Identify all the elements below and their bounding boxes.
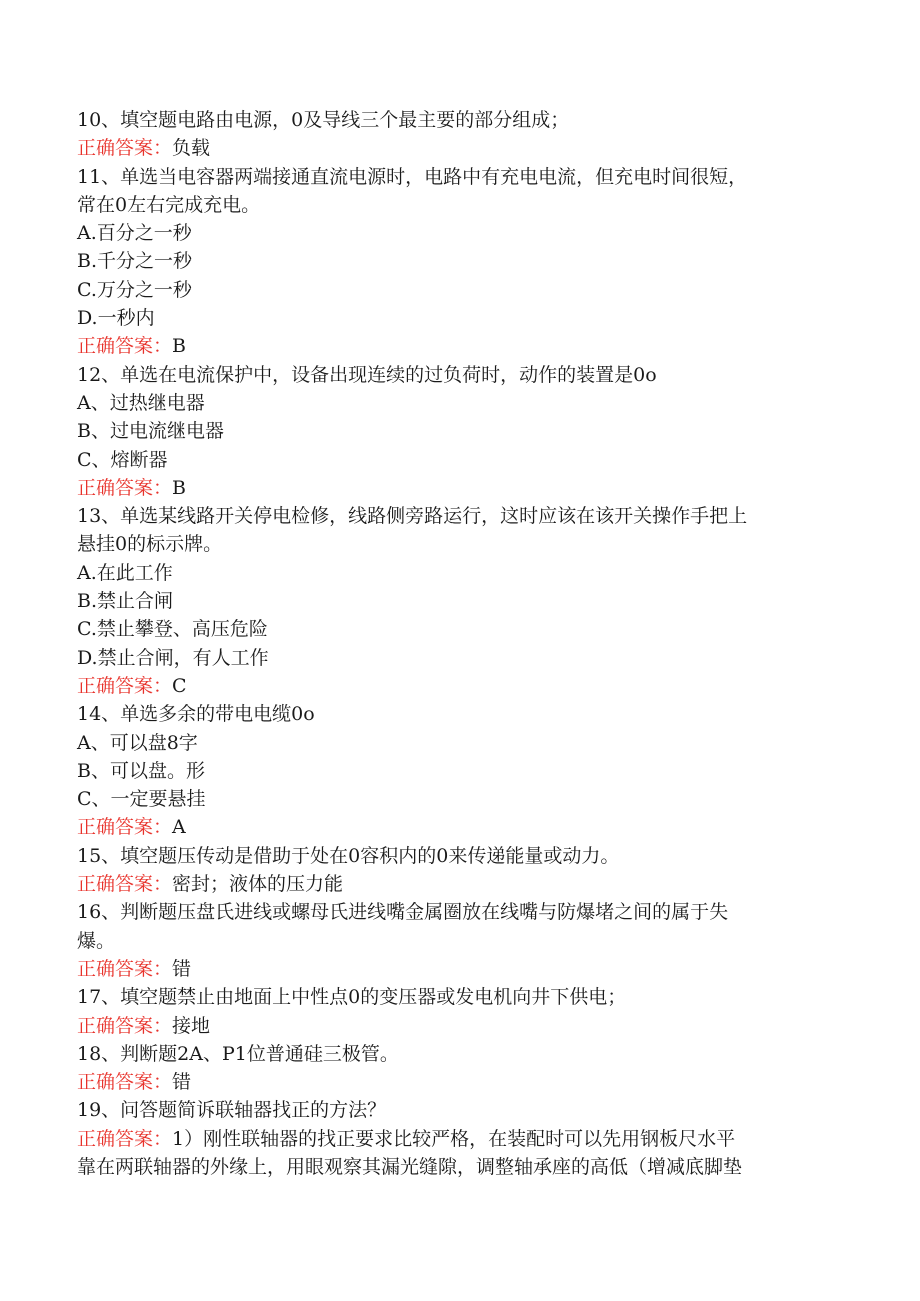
answer-option: A、可以盘8字 <box>77 731 198 754</box>
answer-option: C、一定要悬挂 <box>77 788 206 811</box>
question-stem: 18、判断题2A、P1位普通硅三极管。 <box>77 1042 399 1065</box>
answer-value: 1）刚性联轴器的找正要求比较严格，在装配时可以先用钢板尺水平 <box>172 1127 736 1150</box>
question-stem: 10、填空题电路由电源，0及导线三个最主要的部分组成； <box>77 109 570 131</box>
answer-value: 错 <box>172 957 192 980</box>
answer-value: 负载 <box>172 137 211 160</box>
question-stem: 常在0左右完成充电。 <box>77 193 261 216</box>
correct-answer <box>77 474 847 502</box>
correct-answer <box>77 1153 847 1181</box>
correct-answer <box>77 134 847 162</box>
answer-label: 正确答案： <box>77 873 173 896</box>
question-stem: 19、问答题简诉联轴器找正的方法？ <box>77 1099 387 1122</box>
answer-label: 正确答案： <box>77 816 173 839</box>
question-stem: 14、单选多余的带电电缆0o <box>77 703 315 726</box>
answer-value: 密封；液体的压力能 <box>172 873 344 896</box>
answer-option: B.禁止合闸 <box>77 590 174 613</box>
question-block <box>77 106 847 163</box>
answer-value: B <box>172 476 186 499</box>
answer-label: 正确答案： <box>77 137 173 160</box>
answer-label: 正确答案： <box>77 335 173 358</box>
question-stem: 15、填空题压传动是借助于处在0容积内的0来传递能量或动力。 <box>77 844 620 867</box>
answer-option: D.一秒内 <box>77 307 155 330</box>
answer-option: B、过电流继电器 <box>77 420 224 443</box>
answer-value: B <box>172 335 186 358</box>
answer-option: C.禁止攀登、高压危险 <box>77 618 268 641</box>
answer-option: B.千分之一秒 <box>77 250 193 273</box>
question-stem: 13、单选某线路开关停电检修，线路侧旁路运行，这时应该在该开关操作手把上 <box>77 505 748 528</box>
question-block <box>77 361 847 502</box>
correct-answer <box>77 813 847 841</box>
correct-answer <box>77 332 847 360</box>
correct-answer <box>77 955 847 983</box>
question-block <box>77 1096 847 1181</box>
document-body <box>77 106 847 1181</box>
question-block <box>77 1040 847 1097</box>
answer-label: 正确答案： <box>77 1014 173 1037</box>
answer-label: 正确答案： <box>77 957 173 980</box>
answer-value: 接地 <box>172 1014 211 1037</box>
question-stem: 爆。 <box>77 929 116 952</box>
answer-option: A.百分之一秒 <box>77 222 192 245</box>
answer-label: 正确答案： <box>77 476 173 499</box>
question-block <box>77 898 847 983</box>
answer-label: 正确答案： <box>77 674 173 697</box>
answer-option: C、熔断器 <box>77 448 168 471</box>
answer-option: A.在此工作 <box>77 561 173 584</box>
answer-value: 错 <box>172 1071 192 1094</box>
answer-label: 正确答案： <box>77 1127 173 1150</box>
answer-value: 靠在两联轴器的外缘上，用眼观察其漏光缝隙，调整轴承座的高低（增减底脚垫 <box>77 1155 743 1178</box>
correct-answer <box>77 1012 847 1040</box>
question-stem: 11、单选当电容器两端接通直流电源时，电路中有充电电流，但充电时间很短， <box>77 165 748 188</box>
question-stem: 悬挂0的标示牌。 <box>77 533 223 556</box>
answer-option: A、过热继电器 <box>77 391 205 414</box>
correct-answer <box>77 672 847 700</box>
question-block <box>77 842 847 899</box>
question-stem: 12、单选在电流保护中，设备出现连续的过负荷时，动作的装置是0o <box>77 363 657 386</box>
question-block <box>77 502 847 700</box>
answer-value: A <box>172 816 186 839</box>
answer-option: C.万分之一秒 <box>77 278 192 301</box>
answer-value: C <box>172 674 187 697</box>
answer-option: D.禁止合闸，有人工作 <box>77 646 269 669</box>
correct-answer <box>77 1068 847 1096</box>
question-block <box>77 983 847 1040</box>
question-block <box>77 163 847 361</box>
correct-answer <box>77 870 847 898</box>
question-block <box>77 700 847 841</box>
correct-answer <box>77 1125 847 1153</box>
question-stem: 16、判断题压盘氏进线或螺母氏进线嘴金属圈放在线嘴与防爆堵之间的属于失 <box>77 901 729 924</box>
question-stem: 17、填空题禁止由地面上中性点0的变压器或发电机向井下供电； <box>77 986 627 1009</box>
answer-option: B、可以盘。形 <box>77 759 205 782</box>
answer-label: 正确答案： <box>77 1071 173 1094</box>
